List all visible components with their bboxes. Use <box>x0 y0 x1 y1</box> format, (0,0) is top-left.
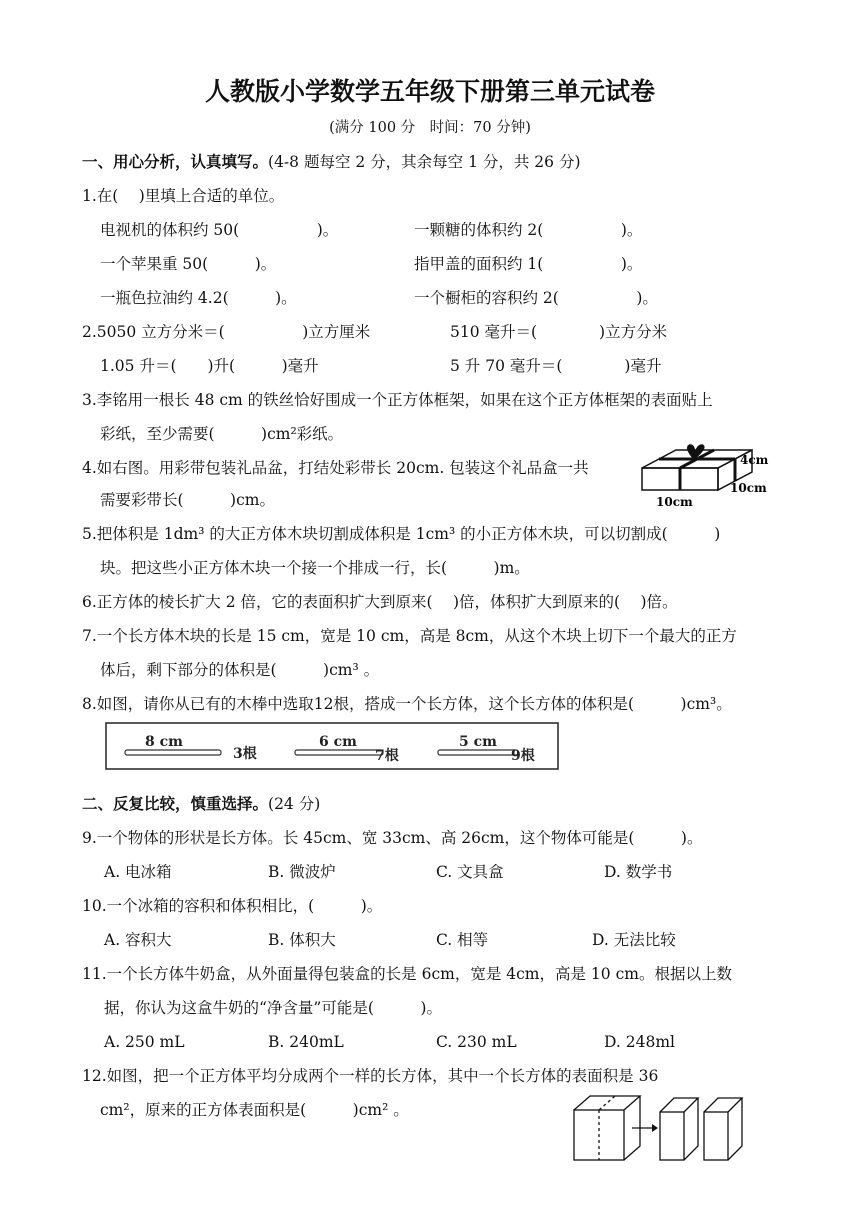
q9-option-c: C. 文具盒 <box>436 863 504 881</box>
q8-line-1: 8.如图，请你从已有的木棒中选取12根，搭成一个长方体，这个长方体的体积是( )cm³。 <box>82 695 732 713</box>
stick-1-length: 8 cm <box>145 734 183 750</box>
gift-box-figure <box>636 440 776 512</box>
q7-line-1: 7.一个长方体木块的长是 15 cm，宽是 10 cm，高是 8cm，从这个木块上切下一个最大的正方 <box>82 627 737 645</box>
q1-item-d: 指甲盖的面积约 1( )。 <box>414 255 643 273</box>
q3-line-1: 3.李铭用一根长 48 cm 的铁丝恰好围成一个正方体框架，如果在这个正方体框架的表面贴上 <box>82 391 713 409</box>
q10-option-d: D. 无法比较 <box>592 931 676 949</box>
q11-line-2: 据，你认为这盒牛奶的“净含量”可能是( )。 <box>104 999 442 1017</box>
q2-item-c: 1.05 升＝( )升( )毫升 <box>100 357 319 375</box>
stick-2-count: 7根 <box>375 748 399 764</box>
q4-line-1: 4.如右图。用彩带包装礼品盆，打结处彩带长 20cm. 包装这个礼品盒一共 <box>82 459 589 477</box>
q1-item-f: 一个橱柜的容积约 2( )。 <box>414 289 658 307</box>
stick-1-count: 3根 <box>233 746 257 762</box>
stick-3-length: 5 cm <box>459 734 497 750</box>
section-2-title: 二、反复比较，慎重选择。 <box>82 795 269 813</box>
q2-item-d: 5 升 70 毫升＝( )毫升 <box>450 357 662 375</box>
q10-option-a: A. 容积大 <box>104 931 172 949</box>
q1-stem: 1.在( )里填上合适的单位。 <box>82 187 285 205</box>
q11-option-d: D. 248ml <box>604 1033 675 1051</box>
q4-line-2: 需要彩带长( )cm。 <box>100 491 275 509</box>
q4-length-label: 10cm <box>656 495 693 509</box>
section-1-heading <box>82 152 581 172</box>
q5-line-2: 块。把这些小正方体木块一个接一个排成一行，长( )m。 <box>100 559 530 577</box>
q9-option-a: A. 电冰箱 <box>104 863 172 881</box>
exam-info: (满分 100 分 时间：70 分钟) <box>329 120 531 136</box>
q4-width-label: 10cm <box>730 481 767 495</box>
q6-line-1: 6.正方体的棱长扩大 2 倍，它的表面积扩大到原来( )倍，体积扩大到原来的( )倍。 <box>82 593 678 611</box>
q10-option-b: B. 体积大 <box>268 931 336 949</box>
section-1-note: (4-8 题每空 2 分，其余每空 1 分，共 26 分) <box>268 153 581 171</box>
q9-option-d: D. 数学书 <box>604 863 673 881</box>
q5-line-1: 5.把体积是 1dm³ 的大正方体木块切割成体积是 1cm³ 的小正方体木块，可以切割成( ) <box>82 525 721 543</box>
q2-item-b: 510 毫升＝( )立方分米 <box>450 323 668 341</box>
q11-option-b: B. 240mL <box>268 1033 344 1051</box>
q11-line-1: 11.一个长方体牛奶盒，从外面量得包装盒的长是 6cm，宽是 4cm，高是 10 cm。根据以上数 <box>82 965 732 983</box>
q2-item-a: 2.5050 立方分米＝( )立方厘米 <box>82 323 371 341</box>
q11-option-a: A. 250 mL <box>104 1033 185 1051</box>
q1-item-e: 一瓶色拉油约 4.2( )。 <box>100 289 297 307</box>
q9-stem: 9.一个物体的形状是长方体。长 45cm、宽 33cm、高 26cm，这个物体可能是( )。 <box>82 829 703 847</box>
page-title: 人教版小学数学五年级下册第三单元试卷 <box>204 77 655 106</box>
q9-option-b: B. 微波炉 <box>268 863 336 881</box>
q11-option-c: C. 230 mL <box>436 1033 517 1051</box>
arrow-right-icon <box>632 1124 658 1132</box>
q12-line-2: cm²，原来的正方体表面积是( )cm² 。 <box>100 1101 409 1119</box>
section-2-heading <box>82 794 320 814</box>
sticks-figure <box>105 722 559 770</box>
q10-option-c: C. 相等 <box>436 931 489 949</box>
cube-split-figure <box>568 1092 754 1164</box>
q3-line-2: 彩纸，至少需要( )cm²彩纸。 <box>100 425 344 443</box>
q4-height-label: 4cm <box>740 453 769 467</box>
q1-item-a: 电视机的体积约 50( )。 <box>100 221 339 239</box>
stick-2-length: 6 cm <box>319 734 357 750</box>
q1-item-c: 一个苹果重 50( )。 <box>100 255 277 273</box>
q10-stem: 10.一个冰箱的容积和体积相比，( )。 <box>82 897 383 915</box>
section-1-title: 一、用心分析，认真填写。 <box>82 153 269 171</box>
q12-line-1: 12.如图，把一个正方体平均分成两个一样的长方体，其中一个长方体的表面积是 36 <box>82 1067 659 1085</box>
q1-item-b: 一颗糖的体积约 2( )。 <box>414 221 643 239</box>
stick-3-count: 9根 <box>511 748 535 764</box>
q7-line-2: 体后，剩下部分的体积是( )cm³ 。 <box>100 661 380 679</box>
section-2-note: (24 分) <box>268 795 321 813</box>
